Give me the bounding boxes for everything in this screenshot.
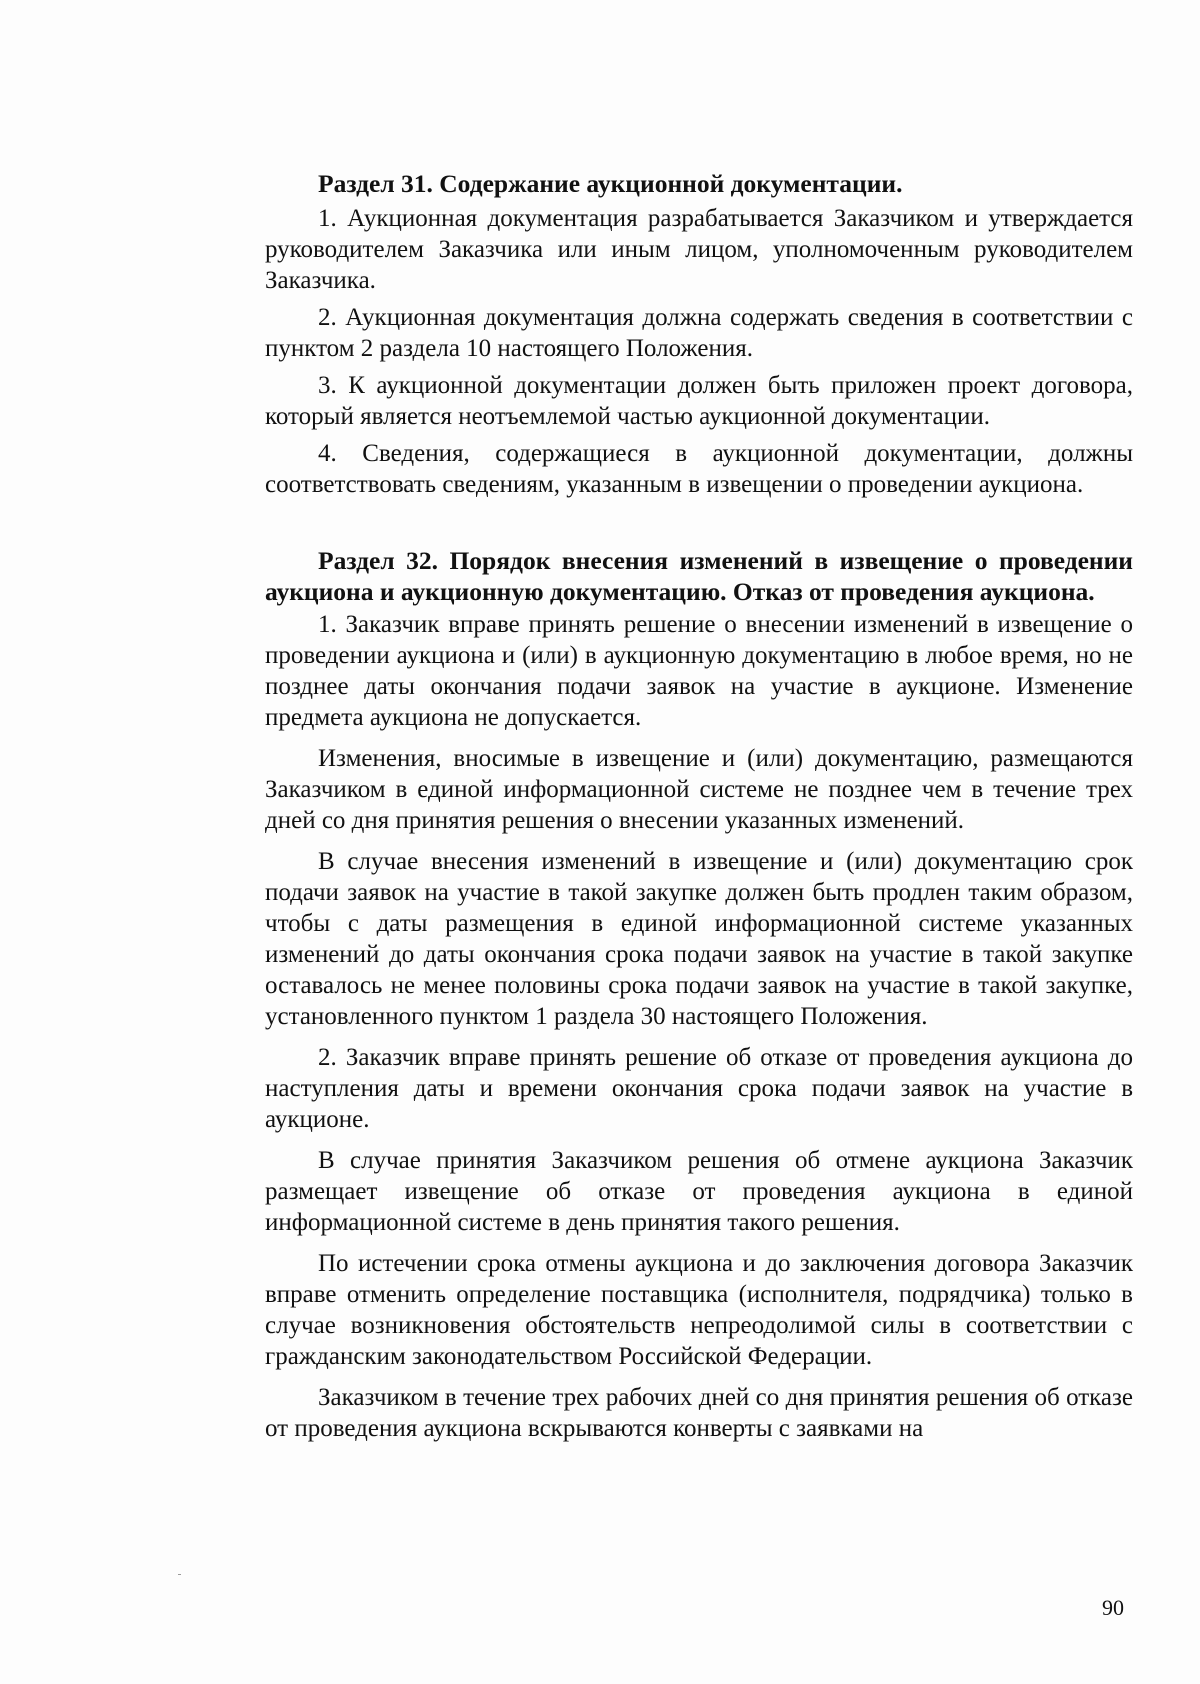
section-32-paragraph-5: В случае принятия Заказчиком решения об отмене аукциона Заказчик размещает извещение об отказе от проведения аукциона в единой информационной системе в день принятия такого решения. [265, 1147, 1133, 1236]
page-number: 90 [1102, 1595, 1124, 1620]
section-31-paragraph-2: 2. Аукционная документация должна содержать сведения в соответствии с пунктом 2 раздела 10 настоящего Положения. [265, 304, 1133, 362]
section-31-paragraph-1: 1. Аукционная документация разрабатывается Заказчиком и утверждается руководителем Заказчика или иным лицом, уполномоченным руководителем Заказчика. [265, 205, 1133, 294]
section-31-title: Раздел 31. Содержание аукционной документации. [318, 169, 903, 198]
section-32-paragraph-2: Изменения, вносимые в извещение и (или) документацию, размещаются Заказчиком в единой информационной системе не позднее чем в течение трех дней со дня принятия решения о внесении указанных изменений. [265, 745, 1133, 834]
section-32 [265, 545, 1133, 1444]
section-32-paragraph-6: По истечении срока отмены аукциона и до заключения договора Заказчик вправе отменить определение поставщика (исполнителя, подрядчика) только в случае возникновения обстоятельств непреодолимой силы в соответствии с гражданским законодательством Российской Федерации. [265, 1250, 1133, 1370]
document-body [265, 168, 1133, 1444]
section-31-paragraph-3: 3. К аукционной документации должен быть приложен проект договора, который является неотъемлемой частью аукционной документации. [265, 372, 1133, 430]
scan-speck [178, 1574, 181, 1575]
section-32-paragraph-4: 2. Заказчик вправе принять решение об отказе от проведения аукциона до наступления даты и времени окончания срока подачи заявок на участие в аукционе. [265, 1044, 1133, 1133]
section-31-paragraph-4: 4. Сведения, содержащиеся в аукционной документации, должны соответствовать сведениям, указанным в извещении о проведении аукциона. [265, 440, 1133, 498]
section-31 [265, 168, 1133, 500]
section-32-title: Раздел 32. Порядок внесения изменений в извещение о проведении аукциона и аукционную документацию. Отказ от проведения аукциона. [265, 546, 1133, 606]
section-32-paragraph-7: Заказчиком в течение трех рабочих дней со дня принятия решения об отказе от проведения аукциона вскрываются конверты с заявками на [265, 1384, 1133, 1442]
section-32-paragraph-1: 1. Заказчик вправе принять решение о внесении изменений в извещение о проведении аукциона и (или) в аукционную документацию в любое время, но не позднее даты окончания подачи заявок на участие в аукционе. Изменение предмета аукциона не допускается. [265, 611, 1133, 731]
section-32-paragraph-3: В случае внесения изменений в извещение и (или) документацию срок подачи заявок на участие в такой закупке должен быть продлен таким образом, чтобы с даты размещения в единой информационной системе указанных изменений до даты окончания срока подачи заявок на участие в такой закупке оставалось не менее половины срока подачи заявок на участие в такой закупке, установленного пунктом 1 раздела 30 настоящего Положения. [265, 848, 1133, 1030]
